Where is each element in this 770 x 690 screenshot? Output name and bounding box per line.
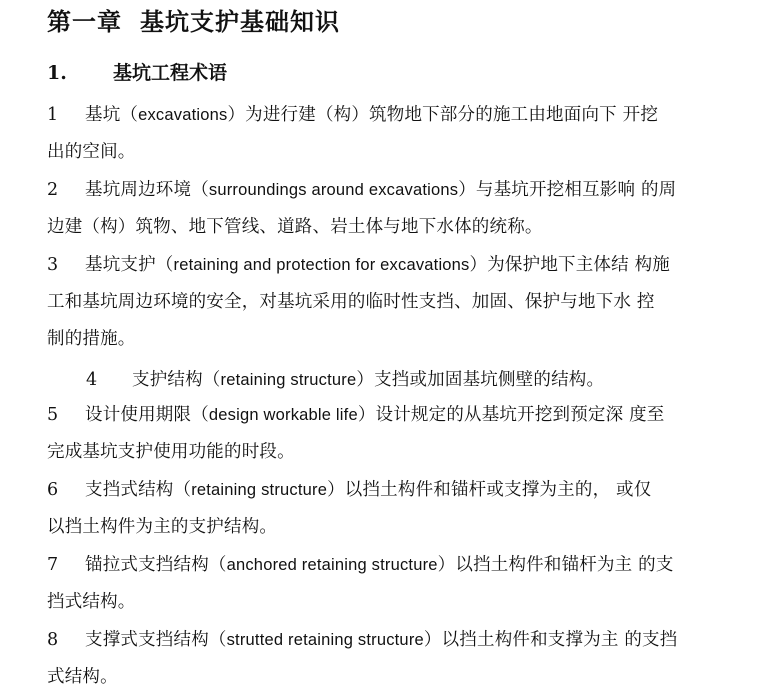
section-title — [47, 58, 227, 85]
term-english: excavations — [138, 106, 228, 124]
term-6-line-1 — [47, 476, 651, 501]
term-6-line-2 — [47, 513, 277, 538]
term-text: ）支挡或加固基坑侧壁的结构。 — [356, 370, 605, 390]
term-text: ）与基坑开挖相互影响 的周 — [458, 180, 677, 200]
term-1-line-2 — [47, 138, 136, 163]
term-text: ）以挡土构件和支撑为主 的支挡 — [423, 630, 678, 650]
term-text: 挡式结构。 — [47, 592, 136, 612]
term-text: ）为保护地下主体结 构施 — [469, 255, 670, 275]
term-8-line-2 — [47, 663, 118, 688]
term-4-line-1 — [86, 366, 604, 391]
term-english: retaining structure — [220, 371, 357, 389]
term-number: 7 — [47, 555, 59, 575]
term-text: 支挡式结构（ — [85, 480, 192, 500]
term-text: ）以挡土构件和锚杆为主 的支 — [437, 555, 674, 575]
term-7-line-2 — [47, 588, 136, 613]
term-2-line-2 — [47, 213, 543, 238]
term-text: 基坑（ — [85, 105, 139, 125]
term-8-line-1 — [47, 626, 677, 651]
section-name: 基坑工程术语 — [113, 62, 228, 84]
term-number: 3 — [47, 255, 59, 275]
term-text: 锚拉式支挡结构（ — [85, 555, 227, 575]
term-5-line-2 — [47, 438, 295, 463]
term-3-line-1 — [47, 251, 670, 276]
term-number: 1 — [47, 105, 59, 125]
term-3-line-2 — [47, 288, 655, 313]
term-7-line-1 — [47, 551, 674, 576]
term-text: 工和基坑周边环境的安全，对基坑采用的临时性支挡、加固、保护与地下水 控 — [47, 292, 655, 312]
term-text: 制的措施。 — [47, 329, 136, 349]
term-5-line-1 — [47, 401, 665, 426]
term-number: 8 — [47, 630, 59, 650]
term-number: 2 — [47, 180, 59, 200]
term-text: 式结构。 — [47, 667, 118, 687]
term-2-line-1 — [47, 176, 676, 201]
term-text: 边建（构）筑物、地下管线、道路、岩土体与地下水体的统称。 — [47, 217, 543, 237]
chapter-title — [47, 2, 340, 37]
term-text: ）设计规定的从基坑开挖到预定深 度至 — [357, 405, 665, 425]
term-text: 支撑式支挡结构（ — [85, 630, 227, 650]
chapter-name: 基坑支护基础知识 — [140, 7, 340, 36]
term-english: surroundings around excavations — [208, 181, 459, 199]
term-3-line-3 — [47, 325, 136, 350]
term-text: ）以挡土构件和锚杆或支撑为主的， 或仅 — [327, 480, 652, 500]
term-text: 基坑周边环境（ — [85, 180, 209, 200]
chapter-number: 第一章 — [47, 7, 122, 36]
term-english: anchored retaining structure — [226, 556, 438, 574]
term-english: retaining structure — [191, 481, 328, 499]
term-text: 设计使用期限（ — [85, 405, 209, 425]
term-text: 基坑支护（ — [85, 255, 174, 275]
term-text: 以挡土构件为主的支护结构。 — [47, 517, 278, 537]
section-number: 1. — [47, 62, 67, 84]
term-english: retaining and protection for excavations — [173, 256, 470, 274]
term-number: 4 — [86, 370, 98, 390]
term-text: ）为进行建（构）筑物地下部分的施工由地面向下 开挖 — [227, 105, 659, 125]
term-number: 5 — [47, 405, 59, 425]
term-1-line-1 — [47, 101, 658, 126]
term-number: 6 — [47, 480, 59, 500]
term-text: 完成基坑支护使用功能的时段。 — [47, 442, 295, 462]
term-text: 出的空间。 — [47, 142, 136, 162]
term-text: 支护结构（ — [132, 370, 221, 390]
term-english: strutted retaining structure — [226, 631, 424, 649]
term-english: design workable life — [208, 406, 358, 424]
